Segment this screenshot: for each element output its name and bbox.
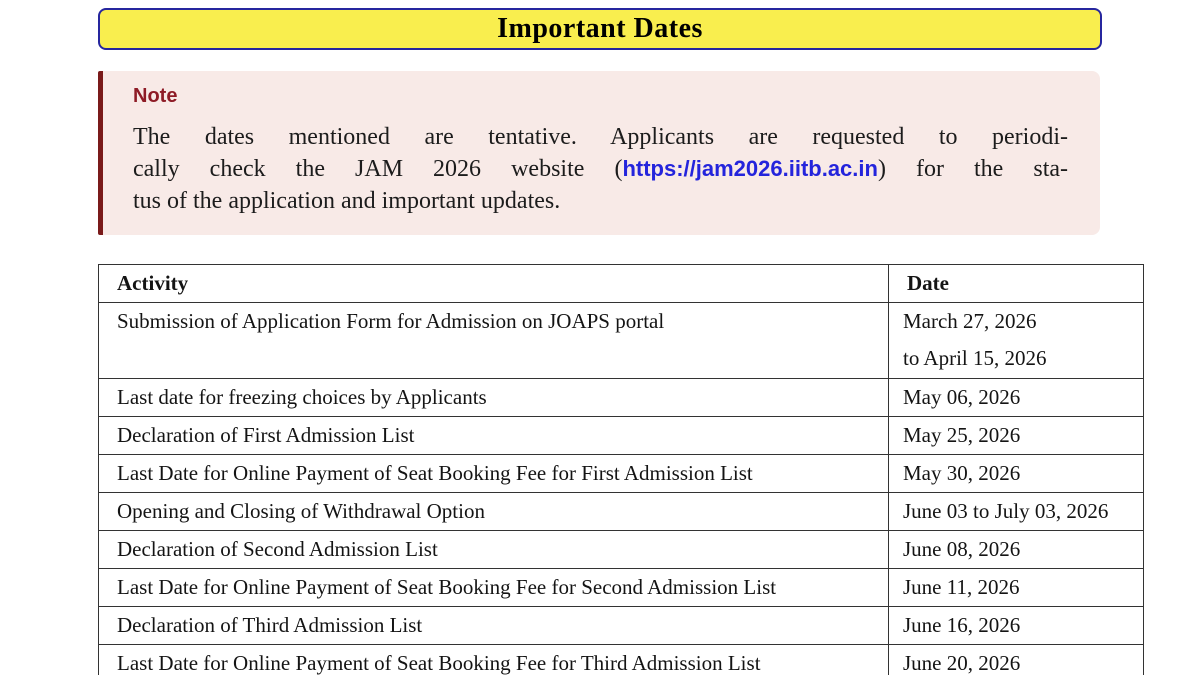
table-row — [99, 607, 1144, 645]
page-title: Important Dates — [497, 13, 703, 44]
note-text-before-link: cally check the JAM 2026 website ( — [133, 156, 623, 182]
activity-cell: Declaration of First Admission List — [99, 417, 889, 455]
date-cell: June 11, 2026 — [889, 569, 1144, 607]
note-text-line3: tus of the application and important updates. — [133, 188, 561, 214]
note-text-line2 — [133, 153, 1068, 185]
table-header-row — [99, 265, 1144, 303]
activity-cell: Last Date for Online Payment of Seat Booking Fee for Third Admission List — [99, 645, 889, 675]
note-box — [98, 71, 1100, 235]
activity-cell: Opening and Closing of Withdrawal Option — [99, 493, 889, 531]
date-cell: June 03 to July 03, 2026 — [889, 493, 1144, 531]
column-header-date: Date — [889, 265, 1144, 303]
date-cell: June 20, 2026 — [889, 645, 1144, 675]
activity-cell: Declaration of Second Admission List — [99, 531, 889, 569]
table-row — [99, 417, 1144, 455]
jam-website-link[interactable]: https://jam2026.iitb.ac.in — [622, 156, 878, 181]
activity-cell: Declaration of Third Admission List — [99, 607, 889, 645]
table-row — [99, 493, 1144, 531]
note-text-line1: The dates mentioned are tentative. Applicants are requested to periodi- — [133, 124, 1068, 150]
activity-cell: Last Date for Online Payment of Seat Booking Fee for First Admission List — [99, 455, 889, 493]
column-header-activity: Activity — [99, 265, 889, 303]
activity-cell: Last date for freezing choices by Applicants — [99, 379, 889, 417]
table-row — [99, 645, 1144, 675]
table-row — [99, 455, 1144, 493]
note-body — [133, 121, 1068, 217]
activity-cell: Submission of Application Form for Admission on JOAPS portal — [99, 303, 889, 379]
important-dates-banner — [98, 8, 1102, 50]
date-line2: to April 15, 2026 — [903, 346, 1047, 370]
date-line1: March 27, 2026 — [903, 309, 1037, 333]
date-cell — [889, 303, 1144, 379]
activity-cell: Last Date for Online Payment of Seat Booking Fee for Second Admission List — [99, 569, 889, 607]
table-row — [99, 531, 1144, 569]
important-dates-table — [98, 264, 1144, 675]
note-heading: Note — [133, 85, 178, 107]
date-cell: June 08, 2026 — [889, 531, 1144, 569]
table-row — [99, 569, 1144, 607]
date-cell: May 06, 2026 — [889, 379, 1144, 417]
table-row — [99, 303, 1144, 379]
table-row — [99, 379, 1144, 417]
important-dates-table-container — [98, 264, 1144, 675]
note-text-after-link: ) for the sta- — [877, 156, 1069, 182]
date-cell: May 25, 2026 — [889, 417, 1144, 455]
date-cell: May 30, 2026 — [889, 455, 1144, 493]
date-cell: June 16, 2026 — [889, 607, 1144, 645]
